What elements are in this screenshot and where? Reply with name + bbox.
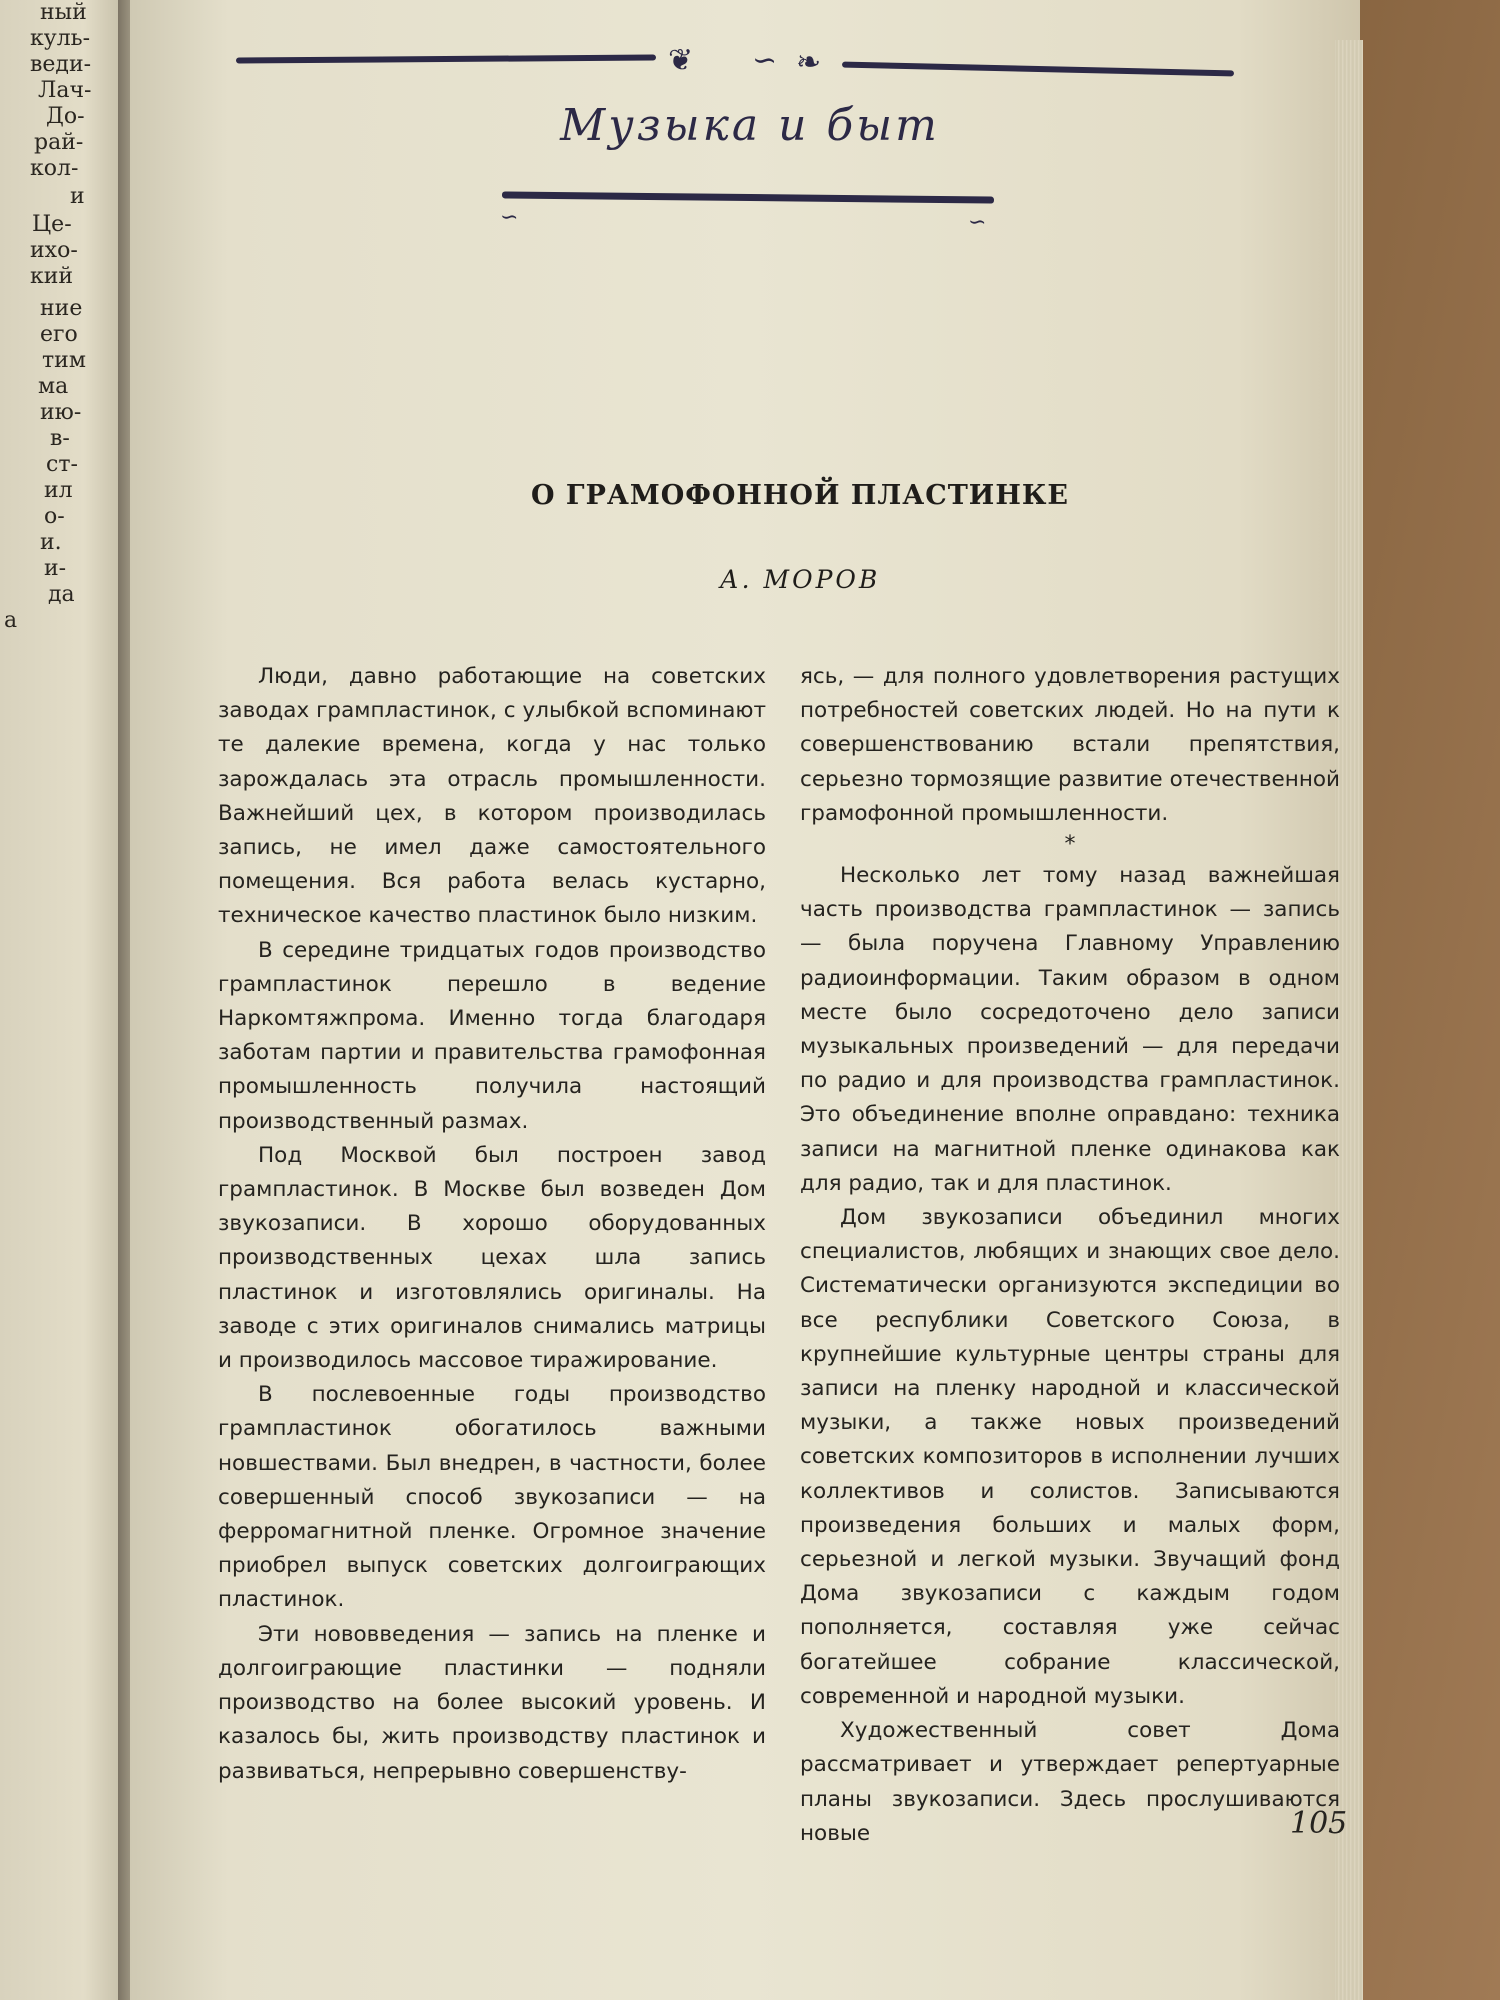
paragraph: Художественный совет Дома рассматривает и утверждает репертуарные планы звукозаписи. Здесь прослушиваются новые	[800, 1718, 1340, 1846]
ornament-center-icon: ∽	[752, 43, 778, 78]
left-page-text-fragment: ние	[40, 296, 83, 321]
underline-curl-left-icon: ∽	[500, 205, 519, 230]
left-page-text-fragment: кол-	[30, 156, 79, 181]
section-separator: *	[1064, 832, 1076, 858]
ornament-right-icon: ❧	[796, 45, 822, 80]
left-page-text-fragment: ный	[40, 0, 87, 25]
right-column	[800, 660, 1340, 1851]
left-page-text-fragment: ихо-	[30, 238, 78, 263]
left-page-text-fragment: До-	[46, 104, 85, 129]
left-column	[218, 660, 766, 1789]
page-number: 105	[1290, 1806, 1348, 1841]
left-page-text-fragment: ст-	[46, 452, 78, 477]
article-title: О ГРАМОФОННОЙ ПЛАСТИНКЕ	[531, 480, 1069, 511]
paragraph: В середине тридцатых годов производство грампластинок перешло в ведение Наркомтяжпрома. Именно тогда благодаря заботам партии и правительства грамофонная промышленность получила настоящий производственный размах.	[218, 937, 766, 1134]
paragraph: В послевоенные годы производство грампластинок обогатилось важными новшествами. Был внедрен, в частности, более совершенный способ звукозаписи — на ферромагнитной пленке. Огромное значение приобрел выпуск советских долгоиграющих пластинок.	[218, 1382, 766, 1613]
left-page-text-fragment: о-	[44, 504, 65, 529]
ornament-left-icon: ❦	[668, 43, 694, 78]
paragraph: Эти нововведения — запись на пленке и долгоиграющие пластинки — подняли производство на более высокий уровень. И казалось бы, жить производству пластинок и развиваться, непрерывно совершенству-	[218, 1621, 766, 1784]
left-page-text-fragment: его	[40, 322, 78, 347]
left-page-text-fragment: куль-	[30, 26, 91, 51]
left-page-text-fragment: и.	[40, 530, 62, 555]
left-page-text-fragment: веди-	[30, 52, 92, 77]
left-page-text-fragment: ил	[44, 478, 73, 503]
left-page-text-fragment: а	[4, 608, 18, 633]
left-page-text-fragment: ию-	[40, 400, 82, 425]
paragraph: Под Москвой был построен завод грампластинок. В Москве был возведен Дом звукозаписи. В хорошо оборудованных производственных цехах шла запись пластинок и изготовлялись оригиналы. На заводе с этих оригиналов снимались матрицы и производилось массовое тиражирование.	[218, 1142, 766, 1374]
left-page-text-fragment: и	[70, 184, 85, 209]
left-page-text-fragment: Це-	[32, 212, 72, 237]
paragraph: Дом звукозаписи объединил многих специалистов, любящих и знающих свое дело. Систематически организуются экспедиции во все республики Советского Союза, в крупнейшие культурные центры страны для записи на пленку народной и классической музыки, а также новых произведений советских композиторов в исполнении лучших коллективов и солистов. Записываются произведения больших и малых форм, серьезной и легкой музыки. Звучащий фонд Дома звукозаписи с каждым годом пополняется, составляя уже сейчас богатейшее собрание классической, современной и народной музыки.	[800, 1205, 1340, 1709]
article-author: А. МОРОВ	[719, 565, 881, 594]
left-page-text-fragment: рай-	[34, 130, 84, 155]
underline-curl-right-icon: ∽	[968, 210, 987, 235]
left-page-text-fragment: ма	[38, 374, 69, 399]
paragraph: Несколько лет тому назад важнейшая часть производства грампластинок — запись — была поручена Главному Управлению радиоинформации. Таким образом в одном месте было сосредоточено дело записи музыкальных произведений — для передачи по радио и для производства грампластинок. Это объединение вполне оправдано: техника записи на магнитной пленке одинакова как для радио, так и для пластинок.	[800, 863, 1340, 1196]
paragraph: Люди, давно работающие на советских заводах грампластинок, с улыбкой вспоминают те далекие времена, когда у нас только зарождалась эта отрасль промышленности. Важнейший цех, в котором производилась запись, не имел даже самостоятельного помещения. Вся работа велась кустарно, техническое качество пластинок было низким.	[218, 664, 766, 929]
left-page-text-fragment: в-	[50, 426, 70, 451]
left-page-text-fragment: тим	[42, 348, 86, 373]
left-page-text-fragment: да	[48, 582, 75, 607]
paragraph-continuation: ясь, — для полного удовлетворения растущих потребностей советских людей. Но на пути к совершенствованию встали препятствия, серьезно тормозящие развитие отечественной грамофонной промышленности.	[800, 664, 1340, 826]
left-page-text-fragment: Лач-	[38, 78, 92, 103]
section-title: Музыка и быт	[560, 100, 940, 151]
left-page-text-fragment: кий	[30, 264, 74, 289]
left-page-text-fragment: и-	[44, 556, 67, 581]
